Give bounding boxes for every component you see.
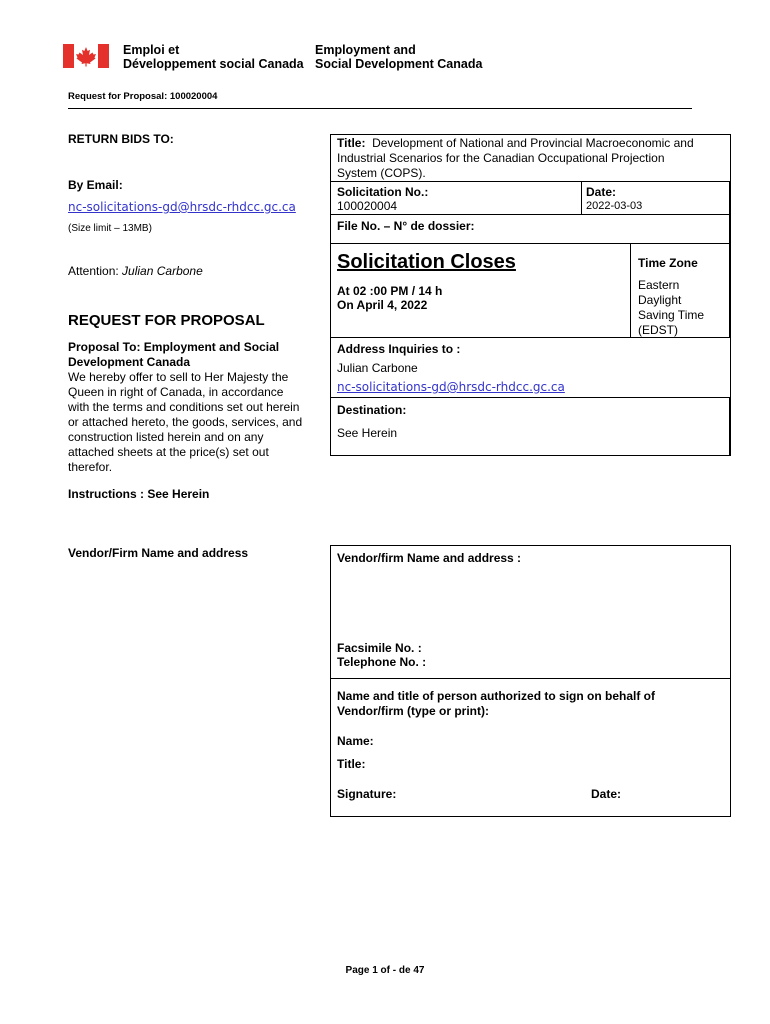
solicitation-closes-heading: Solicitation Closes	[337, 251, 516, 273]
time-zone-line: Daylight	[638, 293, 682, 307]
return-bids-email-link[interactable]: nc-solicitations-gd@hrsdc-rhdcc.gc.ca	[68, 200, 296, 214]
offer-line: therefor.	[68, 460, 113, 474]
inquiries-email-link[interactable]: nc-solicitations-gd@hrsdc-rhdcc.gc.ca	[337, 380, 565, 394]
canada-flag-logo	[63, 44, 109, 68]
size-limit-note: (Size limit – 13MB)	[68, 223, 152, 234]
authorized-line2: Vendor/firm (type or print):	[337, 704, 490, 718]
offer-line: We hereby offer to sell to Her Majesty the	[68, 370, 289, 384]
rfp-heading: REQUEST FOR PROPOSAL	[68, 312, 265, 329]
instructions-line: Instructions : See Herein	[68, 487, 210, 501]
inquiries-label: Address Inquiries to :	[337, 342, 461, 356]
authorized-signer-heading	[337, 689, 655, 719]
vendor-section-divider	[330, 678, 730, 679]
inquiries-name: Julian Carbone	[337, 361, 418, 375]
title-field	[337, 136, 722, 181]
vendor-label-left: Vendor/Firm Name and address	[68, 546, 249, 560]
dept-fr-line2: Développement social Canada	[123, 57, 304, 71]
title-label: Title:	[337, 136, 366, 150]
time-zone-value	[638, 278, 704, 338]
telephone-label: Telephone No. :	[337, 655, 427, 669]
department-name-english	[315, 43, 482, 71]
date-label: Date:	[586, 185, 617, 199]
offer-line: with the terms and conditions set out herein	[68, 400, 300, 414]
dept-en-line1: Employment and	[315, 43, 416, 57]
destination-label: Destination:	[337, 403, 407, 417]
time-zone-line: Eastern	[638, 278, 680, 292]
solicitation-number-value: 100020004	[337, 199, 398, 213]
return-bids-heading: RETURN BIDS TO:	[68, 132, 174, 146]
time-zone-line: Saving Time	[638, 308, 705, 322]
offer-line: Queen in right of Canada, in accordance	[68, 385, 284, 399]
header-divider	[68, 108, 692, 109]
offer-line: attached sheets at the price(s) set out	[68, 445, 269, 459]
offer-line: or attached hereto, the goods, services, and	[68, 415, 303, 429]
signer-name-label: Name:	[337, 734, 374, 748]
vendor-info-box	[330, 545, 731, 817]
signature-date-label: Date:	[591, 787, 622, 801]
time-zone-label: Time Zone	[638, 256, 698, 270]
attention-line	[68, 264, 203, 279]
title-line3: System (COPS).	[337, 166, 426, 180]
file-number-label: File No. – N° de dossier:	[337, 219, 475, 233]
facsimile-label: Facsimile No. :	[337, 641, 422, 655]
proposal-to-heading	[68, 340, 279, 370]
department-name-french	[123, 43, 304, 71]
destination-value: See Herein	[337, 426, 398, 440]
authorized-line1: Name and title of person authorized to sign on behalf of	[337, 689, 656, 703]
signature-label: Signature:	[337, 787, 397, 801]
request-reference: Request for Proposal: 100020004	[68, 91, 218, 102]
signer-title-label: Title:	[337, 757, 366, 771]
offer-paragraph	[68, 370, 302, 475]
closing-time: At 02 :00 PM / 14 h	[337, 284, 443, 298]
page-number: Page 1 of - de 47	[345, 965, 425, 976]
proposal-to-line2: Development Canada	[68, 355, 191, 369]
by-email-label: By Email:	[68, 178, 123, 192]
title-line1: Development of National and Provincial Macroeconomic and	[372, 136, 694, 150]
dept-en-line2: Social Development Canada	[315, 57, 483, 71]
closing-date: On April 4, 2022	[337, 298, 428, 312]
offer-line: construction listed herein and on any	[68, 430, 264, 444]
solicitation-number-label: Solicitation No.:	[337, 185, 429, 199]
time-zone-line: (EDST)	[638, 323, 678, 337]
vendor-name-address-label: Vendor/firm Name and address :	[337, 551, 522, 565]
title-line2: Industrial Scenarios for the Canadian Occupational Projection	[337, 151, 665, 165]
attention-name: Julian Carbone	[122, 264, 203, 278]
proposal-to-line1: Proposal To: Employment and Social	[68, 340, 280, 354]
attention-label: Attention:	[68, 264, 119, 278]
date-value: 2022-03-03	[586, 200, 643, 212]
dept-fr-line1: Emploi et	[123, 43, 180, 57]
